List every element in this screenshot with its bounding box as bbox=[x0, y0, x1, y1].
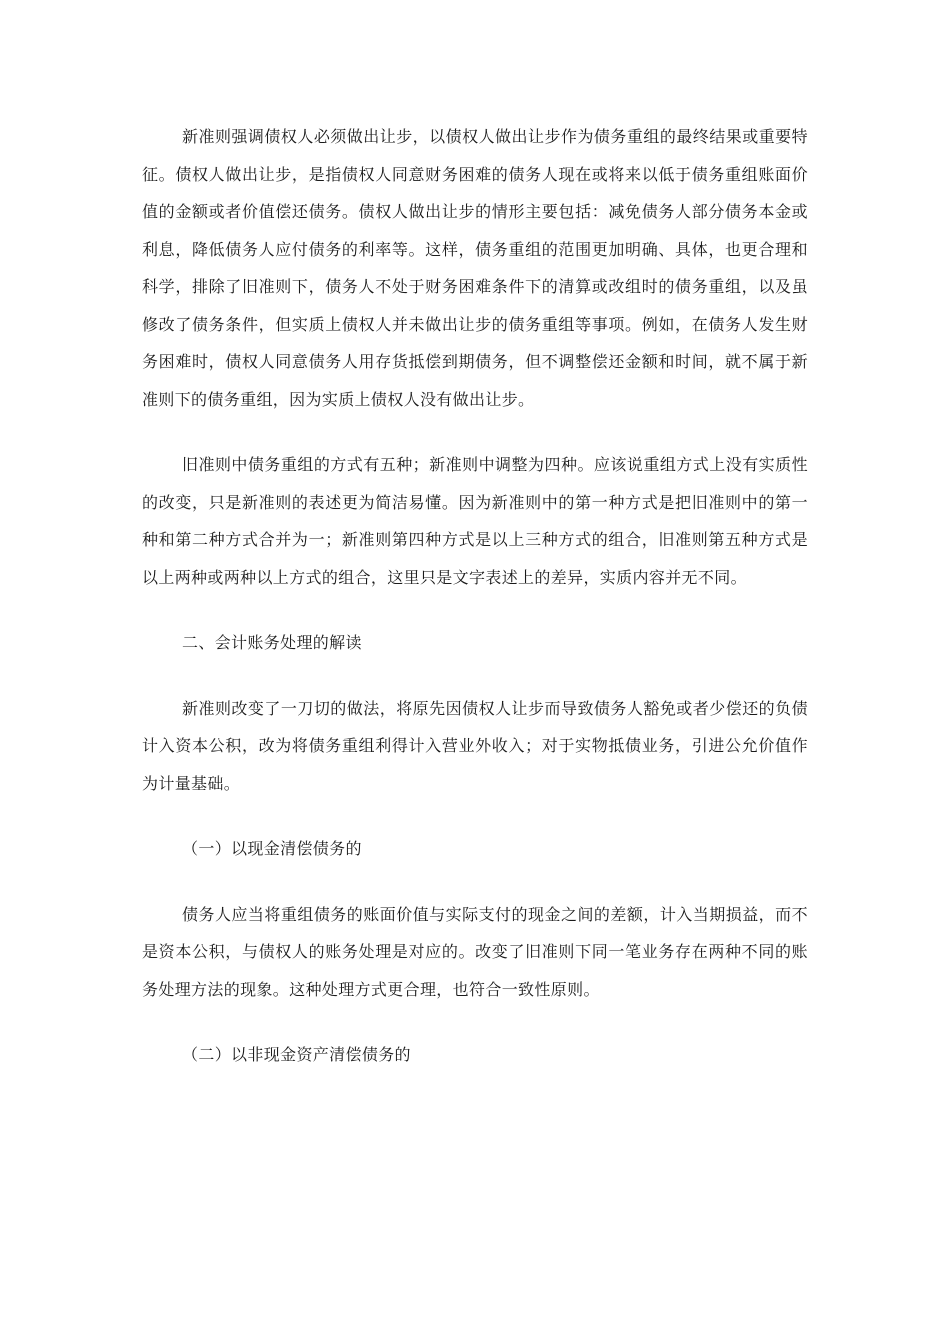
paragraph-concession: 新准则强调债权人必须做出让步，以债权人做出让步作为债务重组的最终结果或重要特征。债权人做出让步，是指债权人同意财务困难的债务人现在或将来以低于债务重组账面价值的金额或者价值偿还债务。债权人做出让步的情形主要包括：减免债务人部分债务本金或利息，降低债务人应付债务的利率等。这样，债务重组的范围更加明确、具体，也更合理和科学，排除了旧准则下，债务人不处于财务困难条件下的清算或改组时的债务重组，以及虽修改了债务条件，但实质上债权人并未做出让步的债务重组等事项。例如，在债务人发生财务困难时，债权人同意债务人用存货抵偿到期债务，但不调整偿还金额和时间，就不属于新准则下的债务重组，因为实质上债权人没有做出让步。 bbox=[142, 127, 808, 409]
paragraph-gap bbox=[142, 418, 808, 446]
paragraph-gap bbox=[142, 596, 808, 624]
paragraph-gap bbox=[142, 868, 808, 896]
section-heading-accounting: 二、会计账务处理的解读 bbox=[182, 633, 362, 652]
paragraph-gap bbox=[142, 802, 808, 830]
subheading-noncash-settlement: （二）以非现金资产清偿债务的 bbox=[182, 1045, 411, 1064]
paragraph-accounting-change: 新准则改变了一刀切的做法，将原先因债权人让步而导致债务人豁免或者少偿还的负债计入资本公积，改为将债务重组利得计入营业外收入；对于实物抵债业务，引进公允价值作为计量基础。 bbox=[142, 698, 808, 793]
paragraph-gap bbox=[142, 1008, 808, 1036]
document-page bbox=[142, 118, 808, 1074]
paragraph-gap bbox=[142, 662, 808, 690]
subheading-cash-settlement: （一）以现金清偿债务的 bbox=[182, 839, 362, 858]
paragraph-cash-settlement: 债务人应当将重组债务的账面价值与实际支付的现金之间的差额，计入当期损益，而不是资本公积，与债权人的账务处理是对应的。改变了旧准则下同一笔业务存在两种不同的账务处理方法的现象。这种处理方式更合理，也符合一致性原则。 bbox=[142, 904, 808, 999]
paragraph-restructuring-methods: 旧准则中债务重组的方式有五种；新准则中调整为四种。应该说重组方式上没有实质性的改变，只是新准则的表述更为简洁易懂。因为新准则中的第一种方式是把旧准则中的第一种和第二种方式合并为一；新准则第四种方式是以上三种方式的组合，旧准则第五种方式是以上两种或两种以上方式的组合，这里只是文字表述上的差异，实质内容并无不同。 bbox=[142, 455, 808, 587]
